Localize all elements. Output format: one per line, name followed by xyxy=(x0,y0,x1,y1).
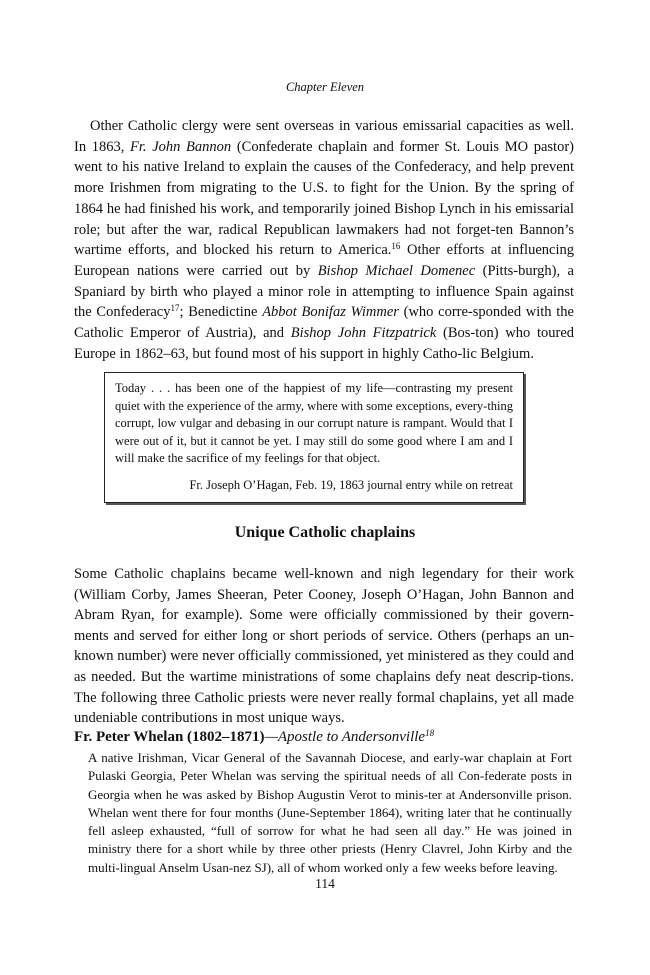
quote-box xyxy=(104,372,524,503)
name-fitzpatrick: Bishop John Fitzpatrick xyxy=(290,325,437,342)
subhead-name: Fr. Peter Whelan (1802–1871) xyxy=(74,729,265,745)
body-paragraph-whelan: A native Irishman, Vicar General of the Savannah Diocese, and early-war chaplain at Fort Pulaski Georgia, Peter Whelan was serving the spiritual needs of all Con-federate posts in Georgia when he was asked by Bishop Augustin Verot to minis-ter at Andersonville prison. Whelan went there for four months (June-September 1864), writing later that he continually fell asleep exhausted, “full of sorrow for what he had seen all day.” He was joined in ministry there for a short while by three other priests (Henry Clavrel, John Kirby and the multi-lingual Anselm Usan-nez SJ), all of whom worked only a few weeks before leaving. xyxy=(88,750,572,875)
text-span: (Bos-ton) who toured Europe in 1862–63, but found most of his support in highly Catho-lic Belgium. xyxy=(74,325,575,362)
quote-text: Today . . . has been one of the happiest of my life—contrasting my present quiet with the experience of the army, where with some exceptions, every-thing corrupt, low vulgar and debasing in our corrupt nature is rampant. Would that I were out of it, but it cannot be yet. I may still do some good where I am and I will make the sacrifice of my feelings for that object. xyxy=(115,381,514,466)
footnote-ref-18: 18 xyxy=(425,728,435,738)
text-span: (who corre-sponded with the Catholic Emperor of Austria), and xyxy=(74,304,574,342)
running-head: Chapter Eleven xyxy=(285,80,365,94)
body-paragraph-emissaries xyxy=(74,116,574,364)
footnote-ref-16: 16 xyxy=(391,241,401,252)
footnote-ref-17: 17 xyxy=(170,303,180,314)
text-span: Other efforts at influencing European nations were carried out by xyxy=(74,242,574,279)
text-span: Other Catholic clergy were sent overseas in various emissarial capacities as well. In 1863, xyxy=(74,118,574,155)
text-span: (Pitts-burgh), a Spaniard by birth who played a minor role in attempting to influence Spain against the Confederacy xyxy=(74,262,574,321)
text-span: (Confederate chaplain and former St. Louis MO pastor) went to his native Ireland to explain the causes of the Confederacy, and help prevent more Irishmen from migrating to the U.S. to fight for the Union. By the spring of 1864 he had finished his work, and temporarily joined Bishop Lynch in his emissarial role; but after the war, radical Republican lawmakers had not forget-ten Bannon’s wartime efforts, and blocked his return to America. xyxy=(74,138,574,259)
body-paragraph-unique-chaplains: Some Catholic chaplains became well-known and nigh legendary for their work (William Corby, James Sheeran, Peter Cooney, Joseph O’Hagan, John Bannon and Abram Ryan, for example). Some were officially commissioned by their govern-ments and served for either long or short periods of service. Others (perhaps an un-known number) were never officially commissioned, yet ministered as they could and as needed. But the wartime ministrations of some chaplains defy neat descrip-tions. The following three Catholic priests were never really formal chaplains, yet all made undeniable contributions in most unique ways. xyxy=(74,566,574,727)
name-wimmer: Abbot Bonifaz Wimmer xyxy=(262,304,399,321)
text-span: ; Benedictine xyxy=(179,304,263,321)
name-bannon: Fr. John Bannon xyxy=(130,138,232,155)
subsection-heading-whelan xyxy=(74,729,594,746)
quote-attribution: Fr. Joseph O’Hagan, Feb. 19, 1863 journal entry while on retreat xyxy=(189,477,513,492)
name-domenec: Bishop Michael Domenec xyxy=(317,262,476,279)
page-number: 114 xyxy=(315,876,335,891)
section-heading: Unique Catholic chaplains xyxy=(234,524,416,541)
subhead-title: —Apostle to Andersonville xyxy=(264,729,426,745)
